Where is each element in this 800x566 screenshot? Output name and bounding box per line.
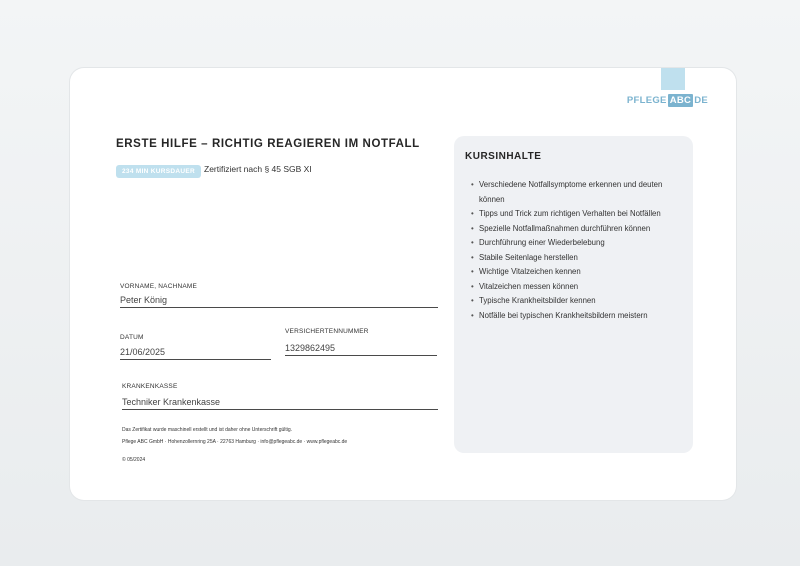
insurance-value: Techniker Krankenkasse bbox=[122, 397, 438, 410]
course-contents-panel bbox=[454, 136, 693, 453]
insurance-number-label: VERSICHERTENNUMMER bbox=[285, 328, 369, 335]
name-label: VORNAME, NACHNAME bbox=[120, 283, 198, 290]
course-contents-title: KURSINHALTE bbox=[465, 151, 542, 162]
logo-roof-icon bbox=[661, 68, 685, 90]
list-item: • Verschiedene Notfallsymptome erkennen und deuten können bbox=[471, 178, 686, 207]
date-label: DATUM bbox=[120, 334, 144, 341]
logo-abc: ABC bbox=[669, 94, 692, 106]
course-contents-list bbox=[471, 178, 686, 323]
footer-note: Das Zertifikat wurde maschinell erstellt und ist daher ohne Unterschrift gültig. bbox=[122, 427, 293, 433]
list-item: • Typische Krankheitsbilder kennen bbox=[471, 294, 686, 309]
name-value: Peter König bbox=[120, 295, 438, 308]
list-item: • Spezielle Notfallmaßnahmen durchführen können bbox=[471, 222, 686, 237]
logo-suffix: DE bbox=[694, 94, 708, 106]
list-item: • Stabile Seitenlage herstellen bbox=[471, 251, 686, 266]
course-title: ERSTE HILFE – RICHTIG REAGIEREN IM NOTFALL bbox=[116, 138, 420, 150]
insurance-number-value: 1329862495 bbox=[285, 343, 437, 356]
duration-badge: 234 MIN KURSDAUER bbox=[116, 165, 201, 178]
insurance-label: KRANKENKASSE bbox=[122, 383, 178, 390]
certificate-card bbox=[70, 68, 736, 500]
list-item: • Wichtige Vitalzeichen kennen bbox=[471, 265, 686, 280]
list-item: • Durchführung einer Wiederbelebung bbox=[471, 236, 686, 251]
footer-version: © 05/2024 bbox=[122, 457, 146, 463]
list-item: • Vitalzeichen messen können bbox=[471, 280, 686, 295]
list-item: • Tipps und Trick zum richtigen Verhalten bei Notfällen bbox=[471, 207, 686, 222]
footer-address: Pflege ABC GmbH · Hohenzollernring 25A · 22763 Hamburg · info@pflegeabc.de · www.pflegeabc.de bbox=[122, 439, 348, 445]
date-value: 21/06/2025 bbox=[120, 347, 271, 360]
brand-logo bbox=[627, 92, 708, 108]
logo-prefix: PFLEGE bbox=[626, 94, 667, 106]
list-item: • Notfälle bei typischen Krankheitsbildern meistern bbox=[471, 309, 686, 324]
certification-text: Zertifiziert nach § 45 SGB XI bbox=[204, 164, 312, 174]
